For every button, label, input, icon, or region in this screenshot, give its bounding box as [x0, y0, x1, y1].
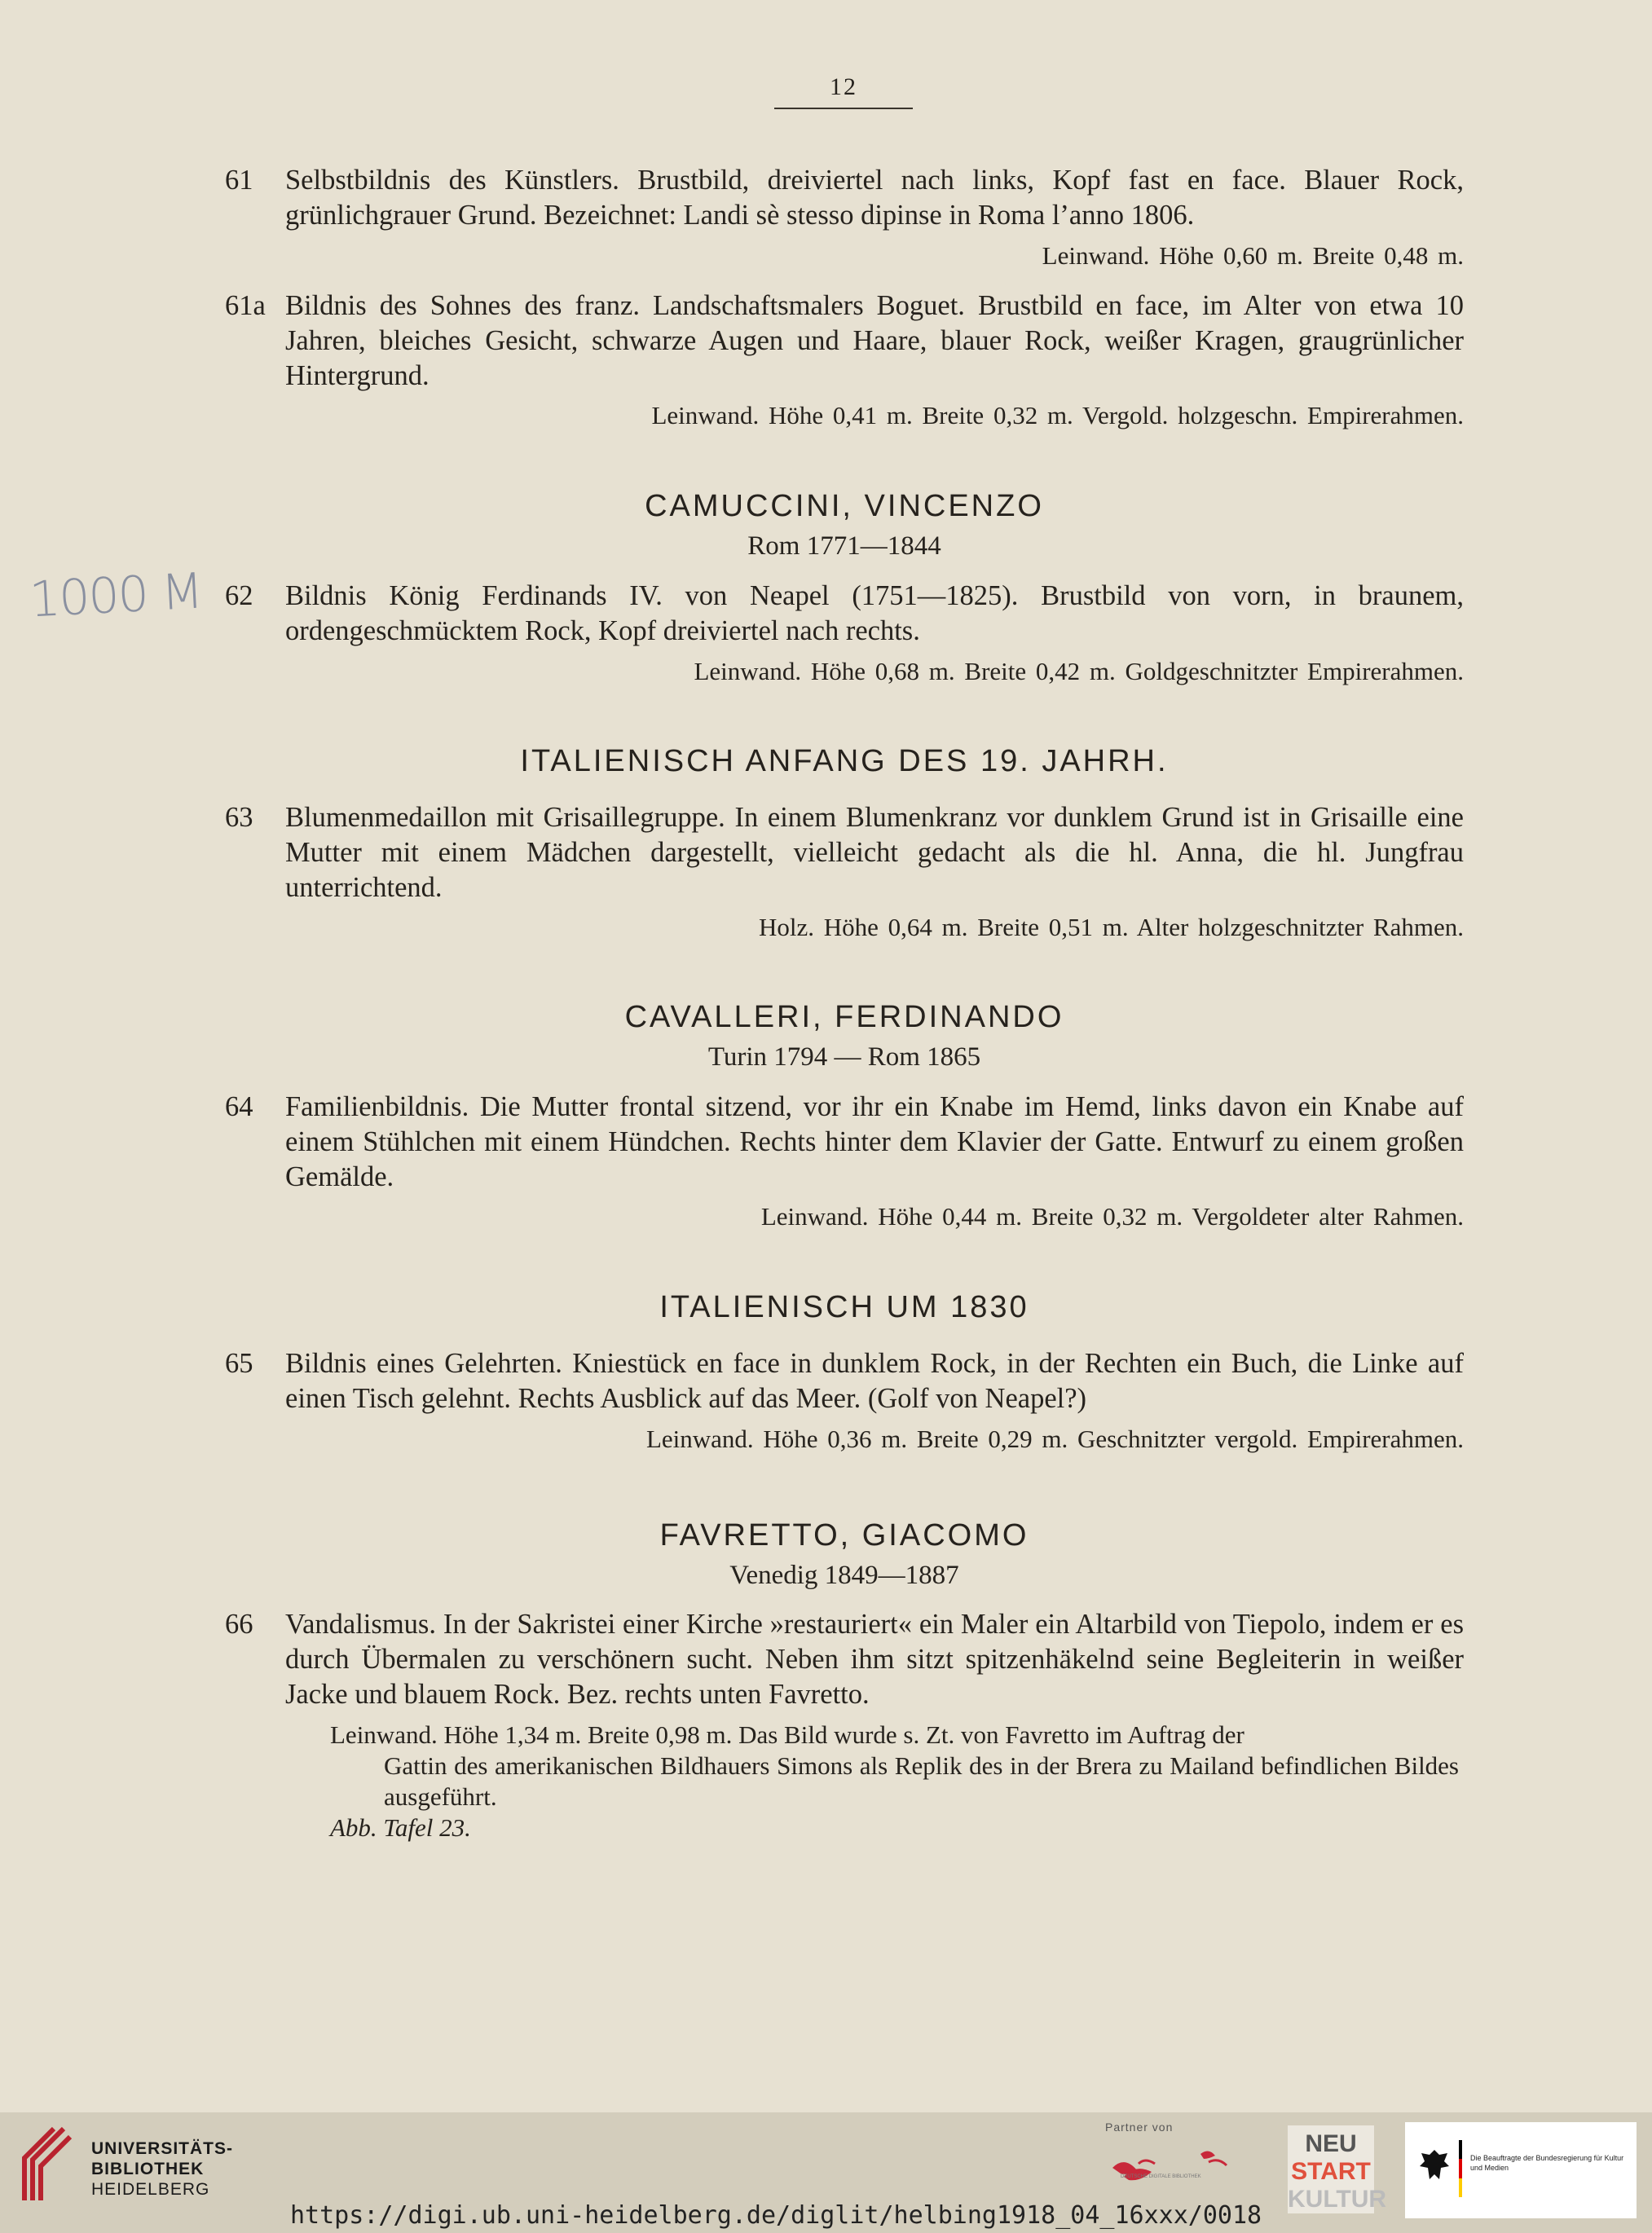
illustration-reference: Abb. Tafel 23.: [330, 1813, 471, 1842]
ddb-caption: DEUTSCHE DIGITALE BIBLIOTHEK: [1121, 2174, 1201, 2179]
artist-dates-cavalleri: Turin 1794 — Rom 1865: [707, 1042, 981, 1072]
permalink-url[interactable]: https://digi.ub.uni-heidelberg.de/diglit/helbing1918_04_16xxx/0018: [290, 2201, 1262, 2230]
entry-number: 63: [225, 802, 253, 833]
entry-details-61: Leinwand. Höhe 0,60 m. Breite 0,48 m.: [1042, 241, 1464, 270]
entry-description: Bildnis König Ferdinands IV. von Neapel (1751—1825). Brustbild von vorn, in braunem, ordengeschmücktem Rock, Kopf dreiviertel nach rechts.: [285, 580, 1464, 646]
catalog-entry-64: [225, 1090, 1464, 1195]
catalog-entry-65: [225, 1346, 1464, 1416]
entry-description: Familienbildnis. Die Mutter frontal sitzend, vor ihr ein Knabe im Hemd, links davon ein Knabe auf einem Stühlchen mit einem Hündchen. Rechts hinter dem Klavier der Gatte. Entwurf zu einem großen Gemälde.: [285, 1091, 1464, 1192]
entry-details-62: Leinwand. Höhe 0,68 m. Breite 0,42 m. Goldgeschnitzter Empirerahmen.: [694, 657, 1464, 685]
entry-number: 64: [225, 1091, 253, 1122]
artist-heading-camuccini: CAMUCCINI, VINCENZO: [645, 489, 1044, 523]
entry-description: Bildnis eines Gelehrten. Kniestück en face in dunklem Rock, in der Rechten ein Buch, die Linke auf einen Tisch gelehnt. Rechts Ausblick auf das Meer. (Golf von Neapel?): [285, 1348, 1464, 1414]
entry-description: Bildnis des Sohnes des franz. Landschaftsmalers Boguet. Brustbild en face, im Alter von etwa 10 Jahren, bleiches Gesicht, schwarze Augen und Haare, blauer Rock, weißer Kragen, graugrünlicher Hintergrund.: [285, 290, 1464, 391]
entry-number: 65: [225, 1348, 253, 1379]
catalog-entry-63: [225, 800, 1464, 905]
artist-dates-favretto: Venedig 1849—1887: [729, 1561, 959, 1590]
entry-details-64: Leinwand. Höhe 0,44 m. Breite 0,32 m. Vergoldeter alter Rahmen.: [760, 1202, 1464, 1231]
neustart-line-3: KULTUR: [1288, 2186, 1387, 2213]
entry-number: 62: [225, 580, 253, 611]
catalog-entry-62: [225, 579, 1464, 649]
entry-details-65: Leinwand. Höhe 0,36 m. Breite 0,29 m. Geschnitzter vergold. Empirerahmen.: [645, 1425, 1464, 1453]
federal-eagle-icon: [1418, 2147, 1451, 2184]
entry-details-continuation: Gattin des amerikanischen Bildhauers Simons als Replik des in der Brera zu Mailand befindlichen Bildes ausgeführt.: [384, 1751, 1459, 1811]
entry-details-63: Holz. Höhe 0,64 m. Breite 0,51 m. Alter holzgeschnitzter Rahmen.: [758, 913, 1464, 941]
university-library-logo-icon: [16, 2124, 73, 2205]
entry-details-61a: Leinwand. Höhe 0,41 m. Breite 0,32 m. Vergold. holzgeschn. Empirerahmen.: [651, 401, 1464, 429]
catalog-entry-61: [225, 163, 1464, 233]
library-name-line-2: BIBLIOTHEK: [91, 2160, 205, 2178]
artist-heading-favretto: FAVRETTO, GIACOMO: [659, 1518, 1029, 1553]
entry-description: Vandalismus. In der Sakristei einer Kirche »restauriert« ein Maler ein Altarbild von Tiepolo, indem er es durch Übermalen zu verschönern sucht. Neben ihm sitzt spitzenhäkelnd seine Begleiterin in weißer Jacke und blauem Rock. Bez. rechts unten Favretto.: [285, 1609, 1464, 1710]
entry-number: 66: [225, 1609, 253, 1640]
partner-label: Partner von: [1105, 2121, 1174, 2134]
federal-commissioner-text: Die Beauftragte der Bundesregierung für Kultur und Medien: [1470, 2154, 1624, 2172]
entry-number: 61a: [225, 290, 266, 321]
german-flag-stripe-icon: [1459, 2140, 1462, 2197]
neustart-line-1: NEU: [1305, 2130, 1357, 2157]
entry-number: 61: [225, 165, 253, 196]
page-number-rule: [774, 108, 913, 109]
handwritten-price-note: 1000 M: [28, 562, 204, 629]
artist-dates-camuccini: Rom 1771—1844: [747, 531, 941, 561]
neustart-kultur-logo[interactable]: [1288, 2125, 1387, 2213]
catalog-entry-61a: [225, 288, 1464, 394]
federal-commissioner-logo[interactable]: [1405, 2122, 1637, 2218]
page-number: 12: [830, 73, 857, 100]
ddb-logo-icon[interactable]: [1104, 2139, 1243, 2204]
section-heading-italienisch-anfang: ITALIENISCH ANFANG DES 19. JAHRH.: [520, 744, 1169, 778]
university-library-name[interactable]: [91, 2138, 233, 2200]
section-heading-italienisch-um-1830: ITALIENISCH UM 1830: [659, 1290, 1029, 1324]
neustart-line-2: START: [1291, 2158, 1371, 2185]
artist-heading-cavalleri: CAVALLERI, FERDINANDO: [624, 1000, 1064, 1034]
entry-details-first-line: Leinwand. Höhe 1,34 m. Breite 0,98 m. Das Bild wurde s. Zt. von Favretto im Auftrag der: [330, 1720, 1245, 1749]
entry-description: Selbstbildnis des Künstlers. Brustbild, dreiviertel nach links, Kopf fast en face. Blauer Rock, grünlichgrauer Grund. Bezeichnet: Landi sè stesso dipinse in Roma l’anno 1806.: [285, 165, 1464, 231]
entry-description: Blumenmedaillon mit Grisaillegruppe. In einem Blumenkranz vor dunklem Grund ist in Grisaille eine Mutter mit einem Mädchen dargestellt, vielleicht gedacht als die hl. Anna, die hl. Jungfrau unterrichtend.: [285, 802, 1464, 903]
entry-details-66: [330, 1720, 1459, 1812]
catalog-entry-66: [225, 1607, 1464, 1712]
library-name-line-1: UNIVERSITÄTS-: [91, 2139, 234, 2158]
library-name-line-3: HEIDELBERG: [91, 2180, 210, 2199]
